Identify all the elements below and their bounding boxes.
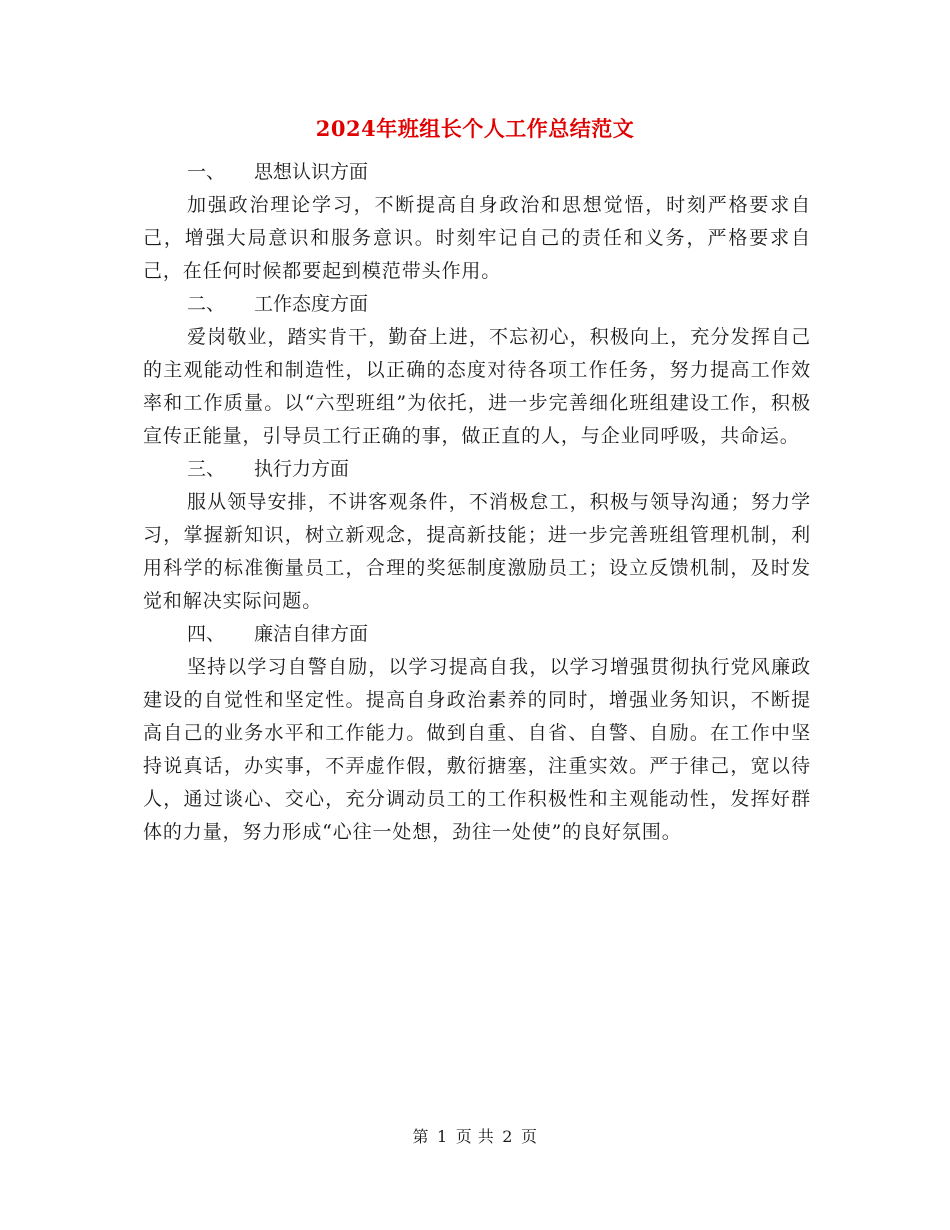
section-heading-text: 执行力方面 — [254, 458, 350, 480]
current-page-number: 1 — [437, 1127, 448, 1146]
footer-suffix: 页 — [520, 1127, 538, 1146]
section-paragraph-4: 坚持以学习自警自励，以学习提高自我，以学习增强贯彻执行党风廉政建设的自觉性和坚定性。提高自身政治素养的同时，增强业务知识，不断提高自己的业务水平和工作能力。做到自重、自省、自警、自励。在工作中坚持说真话，办实事，不弄虚作假，敷衍搪塞，注重实效。严于律己，宽以待人，通过谈心、交心，充分调动员工的工作积极性和主观能动性，发挥好群体的力量，努力形成“心往一处想，劲往一处使”的良好氛围。 — [143, 656, 811, 843]
section-heading-3 — [143, 453, 811, 486]
section-heading-2 — [143, 288, 811, 321]
section-heading-4 — [143, 618, 811, 651]
footer-middle: 页 共 — [455, 1127, 495, 1146]
section-heading-text: 廉洁自律方面 — [254, 623, 369, 645]
section-paragraph-2: 爱岗敬业，踏实肯干，勤奋上进，不忘初心，积极向上，充分发挥自己的主观能动性和制造性，以正确的态度对待各项工作任务，努力提高工作效率和工作质量。以“六型班组”为依托，进一步完善细化班组建设工作，积极宣传正能量，引导员工行正确的事，做正直的人，与企业同呼吸，共命运。 — [143, 326, 811, 447]
section-paragraph-3: 服从领导安排，不讲客观条件，不消极怠工，积极与领导沟通；努力学习，掌握新知识，树立新观念，提高新技能；进一步完善班组管理机制，利用科学的标准衡量员工，合理的奖惩制度激励员工；设立反馈机制，及时发觉和解决实际问题。 — [143, 491, 811, 612]
section-number: 三、 — [187, 458, 226, 480]
section-number: 一、 — [187, 161, 226, 183]
section-heading-text: 工作态度方面 — [254, 293, 369, 315]
section-number: 四、 — [187, 623, 226, 645]
document-title: 2024年班组长个人工作总结范文 — [315, 116, 635, 141]
section-heading-text: 思想认识方面 — [254, 161, 369, 183]
page-footer — [0, 1124, 950, 1147]
document-body — [143, 156, 811, 849]
total-pages-number: 2 — [502, 1127, 513, 1146]
footer-prefix: 第 — [412, 1127, 430, 1146]
section-heading-1 — [143, 156, 811, 189]
section-paragraph-1: 加强政治理论学习，不断提高自身政治和思想觉悟，时刻严格要求自己，增强大局意识和服务意识。时刻牢记自己的责任和义务，严格要求自己，在任何时候都要起到模范带头作用。 — [143, 194, 811, 282]
section-number: 二、 — [187, 293, 226, 315]
